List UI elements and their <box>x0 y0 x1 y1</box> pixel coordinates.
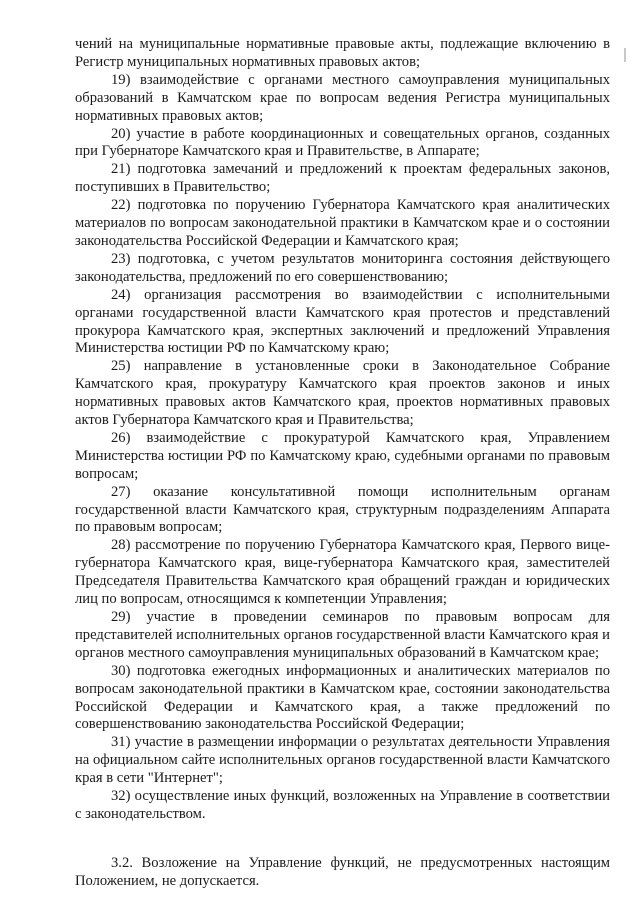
paragraph-item-25: 25) направление в установленные сроки в Законодательное Собрание Камчатского края, прокуратуру Камчатского края проектов законов и иных нормативных правовых актов Камчатского края, проектов нормативных правовых актов Губернатора Камчатского края и Правительства; <box>75 358 610 429</box>
paragraph-item-31: 31) участие в размещении информации о результатах деятельности Управления на официальном сайте исполнительных органов государственной власти Камчатского края в сети "Интернет"; <box>75 734 610 787</box>
paragraph-section-3-2: 3.2. Возложение на Управление функций, не предусмотренных настоящим Положением, не допускается. <box>75 854 610 889</box>
paragraph-item-26: 26) взаимодействие с прокуратурой Камчатского края, Управлением Министерства юстиции РФ по Камчатскому краю, судебными органами по правовым вопросам; <box>75 429 610 482</box>
paragraph-item-29: 29) участие в проведении семинаров по правовым вопросам для представителей исполнительных органов государственной власти Камчатского края и органов местного самоуправления муниципальных образований в Камчатском крае; <box>75 609 610 661</box>
paragraph-item-19: 19) взаимодействие с органами местного самоуправления муниципальных образований в Камчатском крае по вопросам ведения Регистра муниципальных нормативных правовых актов; <box>75 71 610 124</box>
paragraph-item-21: 21) подготовка замечаний и предложений к проектам федеральных законов, поступивших в Правительство; <box>75 161 610 196</box>
paragraph-item-24: 24) организация рассмотрения во взаимодействии с исполнительными органами государственной власти Камчатского края протестов и представлений прокурора Камчатского края, экспертных заключений и предложений Управления Министерства юстиции РФ по Камчатскому краю; <box>75 286 610 357</box>
document-body <box>75 36 610 891</box>
paragraph-item-32: 32) осуществление иных функций, возложенных на Управление в соответствии с законодательством. <box>75 788 610 822</box>
paragraph-item-28: 28) рассмотрение по поручению Губернатора Камчатского края, Первого вице-губернатора Камчатского края, вице-губернатора Камчатского края, заместителей Председателя Правительства Камчатского края обращений граждан и юридических лиц по вопросам, относящимся к компетенции Управления; <box>75 537 610 608</box>
paragraph-item-23: 23) подготовка, с учетом результатов мониторинга состояния действующего законодательства, предложений по его совершенствованию; <box>75 250 610 285</box>
paragraph-continuation: чений на муниципальные нормативные правовые акты, подлежащие включению в Регистр муниципальных нормативных правовых актов; <box>75 36 610 70</box>
scan-edge-mark <box>624 48 626 62</box>
paragraph-item-27: 27) оказание консультативной помощи исполнительным органам государственной власти Камчатского края, структурным подразделениям Аппарата по правовым вопросам; <box>75 483 610 536</box>
paragraph-item-20: 20) участие в работе координационных и совещательных органов, созданных при Губернаторе Камчатского края и Правительстве, в Аппарате; <box>75 125 610 160</box>
paragraph-item-30: 30) подготовка ежегодных информационных и аналитических материалов по вопросам законодательной практики в Камчатском крае, состоянии законодательства Российской Федерации и Камчатского края, а также предложений по совершенствованию законодательства Российской Федерации; <box>75 662 610 733</box>
paragraph-item-22: 22) подготовка по поручению Губернатора Камчатского края аналитических материалов по вопросам законодательной практики в Камчатском крае и о состоянии законодательства Российской Федерации и Камчатского края; <box>75 197 610 249</box>
